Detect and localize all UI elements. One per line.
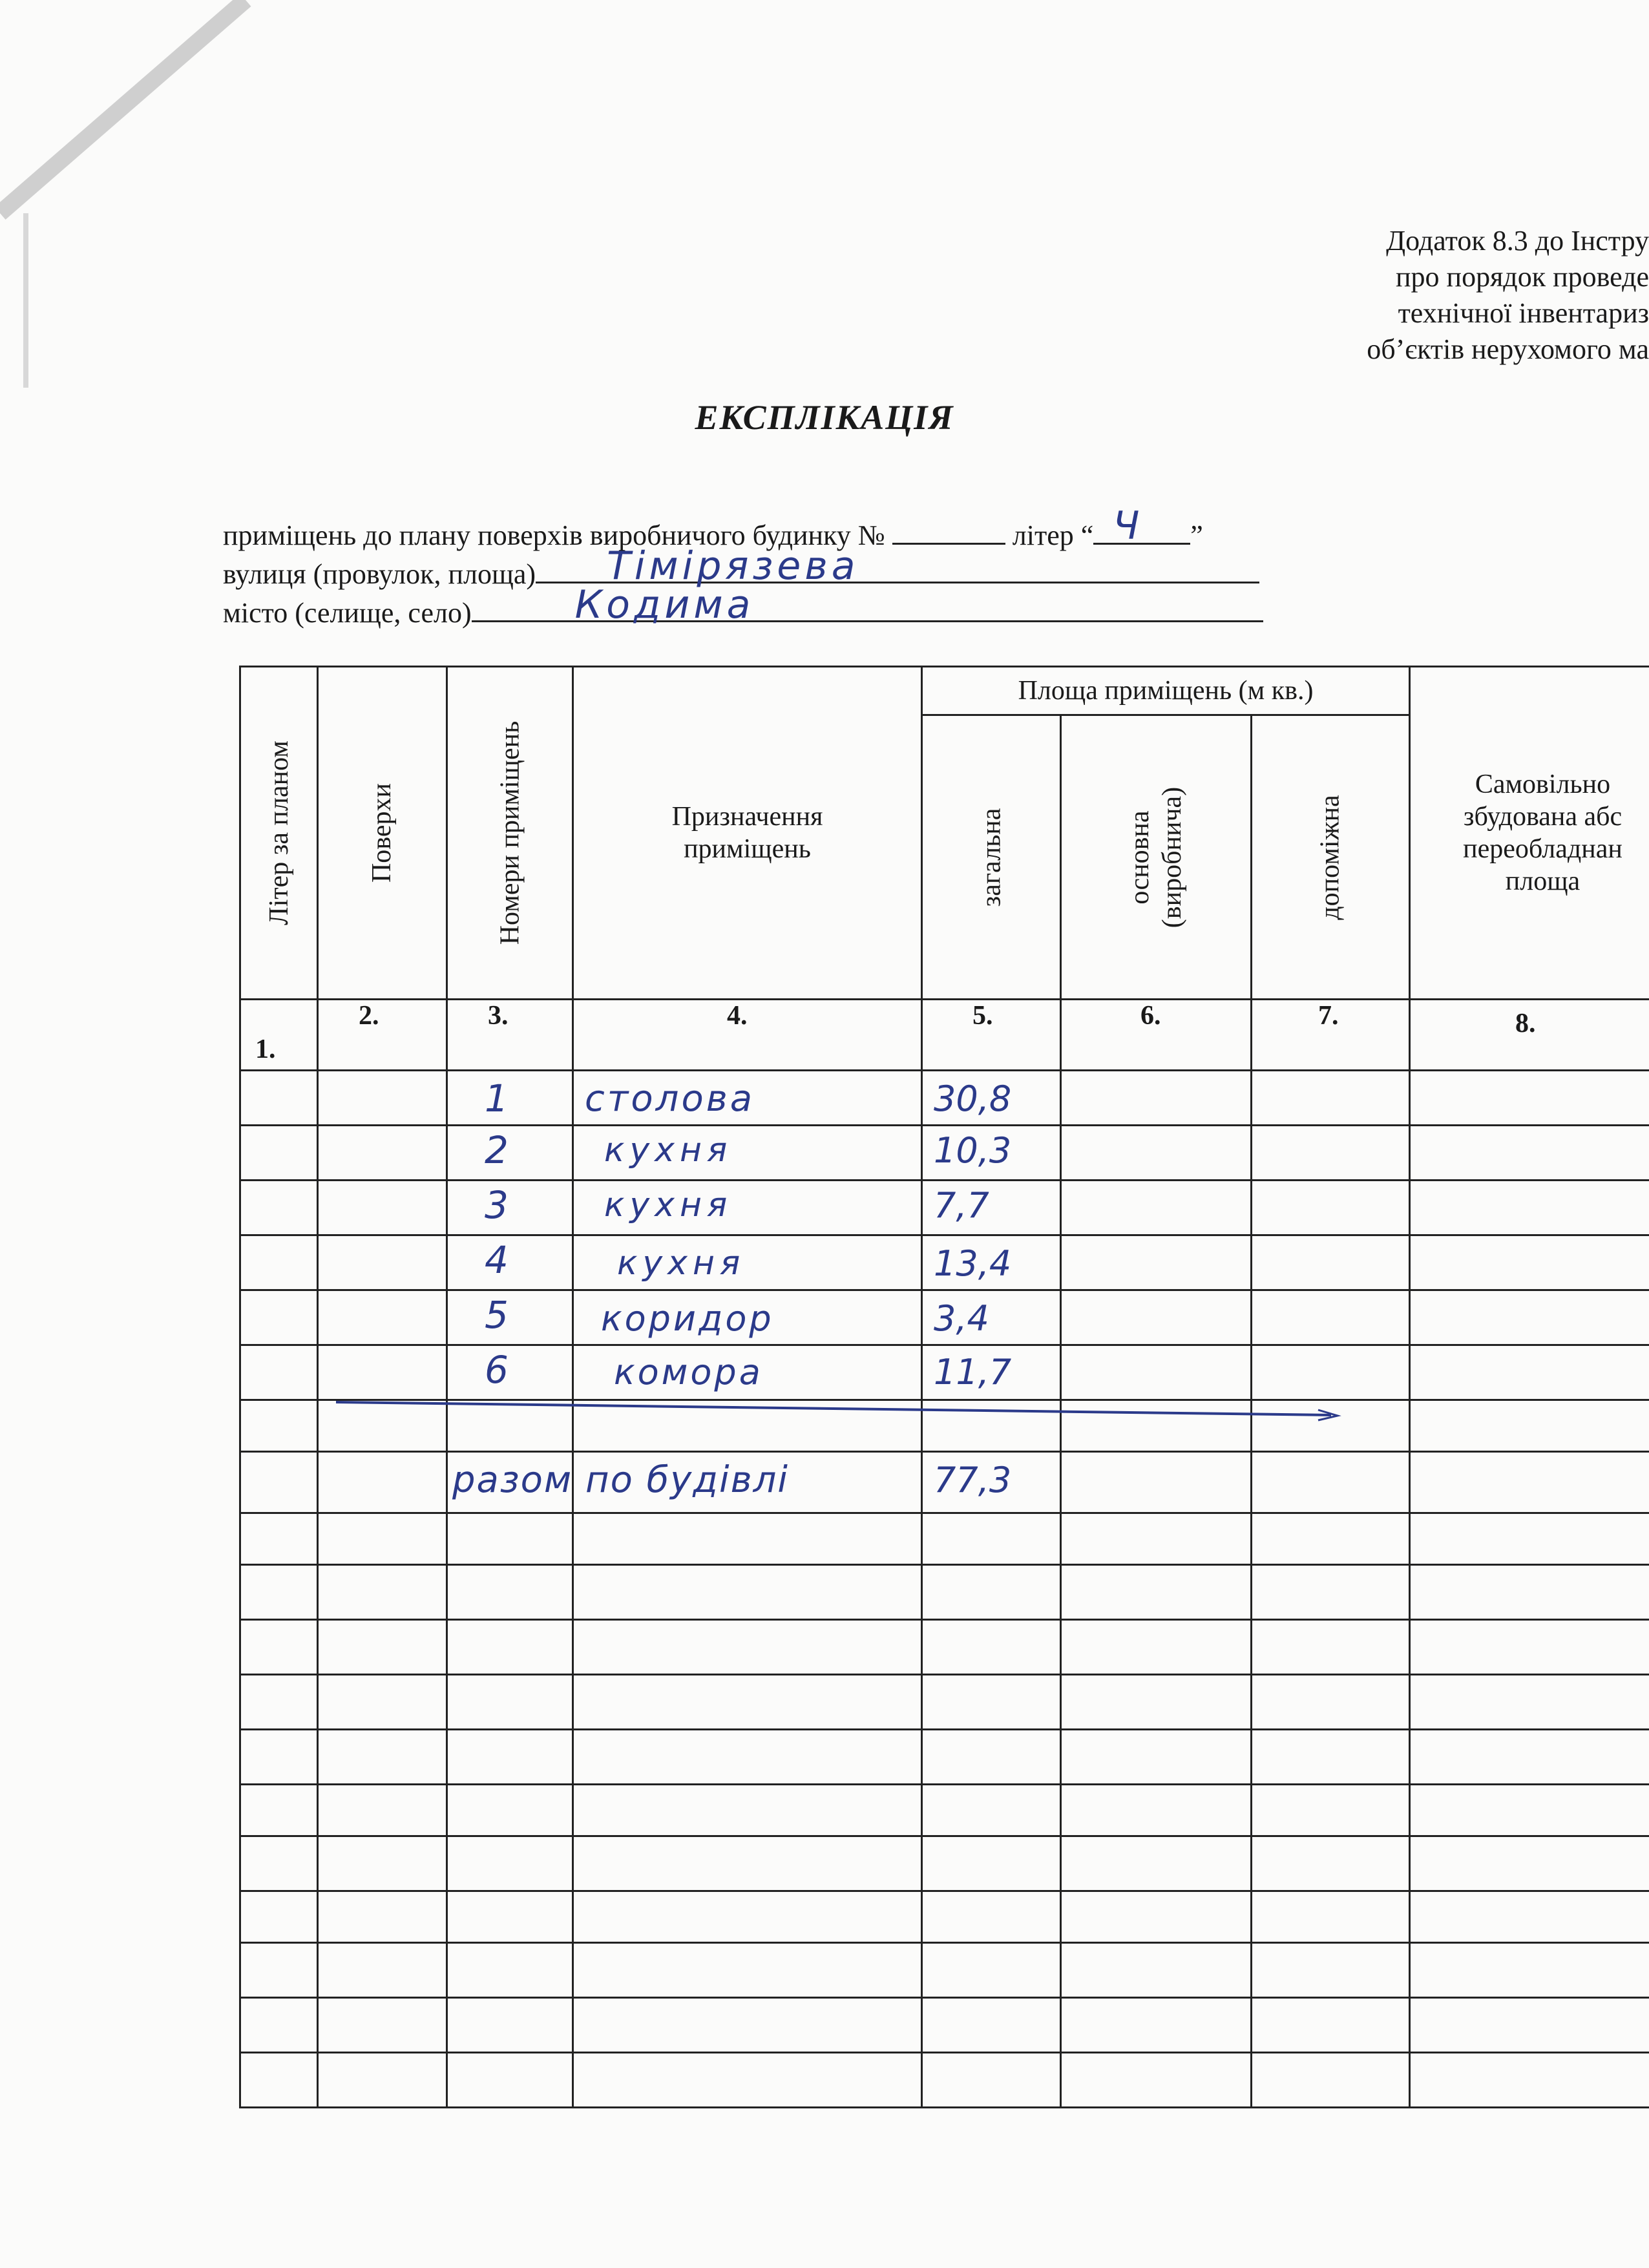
table-row-line-8 (239, 1512, 1649, 1514)
scan-corner-shadow (0, 0, 271, 388)
table-row-line-4 (239, 1289, 1649, 1291)
row-6-purpose: комора (614, 1351, 763, 1392)
col-number-7: 7. (1318, 1001, 1339, 1031)
header-area-group-text: Площа приміщень (м кв.) (1018, 676, 1314, 706)
header-col-floors-text: Поверхи (367, 782, 397, 883)
summary-label: разом по будівлі (452, 1458, 789, 1501)
table-row-line-5 (239, 1344, 1649, 1346)
header-col-room-numbers (448, 667, 572, 998)
table-row-line-16 (239, 1942, 1649, 1944)
numbers-row-border (239, 1069, 1649, 1071)
row-4-total: 13,4 (934, 1243, 1012, 1284)
col-number-8: 8. (1515, 1009, 1536, 1038)
header-col-room-numbers-text: Номери приміщень (495, 720, 525, 945)
col-number-6: 6. (1140, 1001, 1161, 1031)
table-row-line-17 (239, 1997, 1649, 1999)
header-col-auxiliary-text: допоміжна (1316, 794, 1345, 920)
city-blank (472, 582, 1263, 627)
city-label: місто (селище, село) (223, 597, 472, 629)
row-2-number: 2 (485, 1128, 509, 1172)
header-col-unauthorized (1411, 667, 1649, 998)
table-row-line-19 (239, 2106, 1649, 2108)
table-row-line-15 (239, 1890, 1649, 1892)
street-label: вулиця (провулок, площа) (223, 558, 536, 590)
row-5-number: 5 (485, 1293, 509, 1337)
header-col-purpose (574, 667, 921, 998)
row-1-purpose: столова (585, 1077, 755, 1120)
row-3-total: 7,7 (934, 1184, 989, 1226)
row-3-number: 3 (485, 1183, 509, 1227)
street-value: Тімірязева (607, 543, 859, 589)
litera-value: Ч (1113, 503, 1144, 549)
header-line-city (223, 582, 1263, 631)
row-4-purpose: кухня (617, 1244, 746, 1283)
header-col-floors (319, 667, 446, 998)
header-litera-label: літер “ (1012, 520, 1094, 551)
table-row-line-10 (239, 1619, 1649, 1621)
header-bottom-border (239, 998, 1649, 1000)
table-row-line-1 (239, 1124, 1649, 1126)
header-area-group (923, 667, 1409, 714)
table-row-line-14 (239, 1835, 1649, 1837)
row-2-total: 10,3 (934, 1129, 1012, 1171)
table-row-line-7 (239, 1451, 1649, 1453)
appendix-line-4: об’єктів нерухомого ма (1367, 333, 1649, 365)
header-col-litera (241, 667, 317, 998)
appendix-line-1: Додаток 8.3 до Інстру (1386, 225, 1649, 257)
street-blank (536, 543, 1259, 589)
table-row-line-13 (239, 1783, 1649, 1785)
table-row-line-11 (239, 1674, 1649, 1675)
appendix-line-3: технічної інвентариз (1398, 297, 1649, 329)
row-4-number: 4 (485, 1238, 509, 1282)
header-col-total (923, 716, 1060, 998)
document-title: ЕКСПЛІКАЦІЯ (695, 398, 954, 437)
row-3-purpose: кухня (604, 1186, 733, 1224)
col-number-4: 4. (727, 1001, 748, 1031)
header-col-auxiliary (1252, 716, 1409, 998)
table-row-line-2 (239, 1179, 1649, 1181)
litera-blank (1093, 503, 1190, 549)
table-row-line-9 (239, 1564, 1649, 1566)
header-col-total-text: загальна (976, 808, 1006, 907)
appendix-note (1287, 223, 1649, 368)
row-5-purpose: коридор (601, 1297, 774, 1339)
header-col-unauthorized-text: Самовільно збудована абс переобладнан площа (1463, 770, 1623, 896)
table-row-line-18 (239, 2052, 1649, 2053)
header-col-litera-text: Літер за планом (264, 740, 294, 925)
header-col-main (1062, 716, 1250, 998)
col-number-3: 3. (488, 1001, 509, 1031)
col-number-5: 5. (972, 1001, 993, 1031)
header-col-purpose-text: Призначення приміщень (671, 802, 823, 864)
handdrawn-divider-line (330, 1396, 1344, 1422)
city-value: Кодима (574, 582, 755, 627)
row-6-number: 6 (485, 1348, 509, 1392)
appendix-line-2: про порядок проведе (1395, 261, 1649, 293)
row-5-total: 3,4 (934, 1297, 989, 1339)
header-col-main-text: основна (виробнича) (1125, 786, 1187, 928)
building-number-blank (892, 517, 1005, 545)
col-number-2: 2. (359, 1001, 379, 1031)
header-litera-close: ” (1190, 520, 1203, 551)
header-building-label: приміщень до плану поверхів виробничого будинку № (223, 520, 885, 551)
col-number-1: 1. (255, 1034, 276, 1064)
row-1-total: 30,8 (934, 1078, 1012, 1119)
summary-total: 77,3 (934, 1459, 1012, 1500)
table-row-line-3 (239, 1234, 1649, 1236)
table-row-line-12 (239, 1728, 1649, 1730)
row-6-total: 11,7 (934, 1351, 1012, 1392)
row-1-number: 1 (485, 1076, 509, 1120)
row-2-purpose: кухня (604, 1131, 733, 1170)
